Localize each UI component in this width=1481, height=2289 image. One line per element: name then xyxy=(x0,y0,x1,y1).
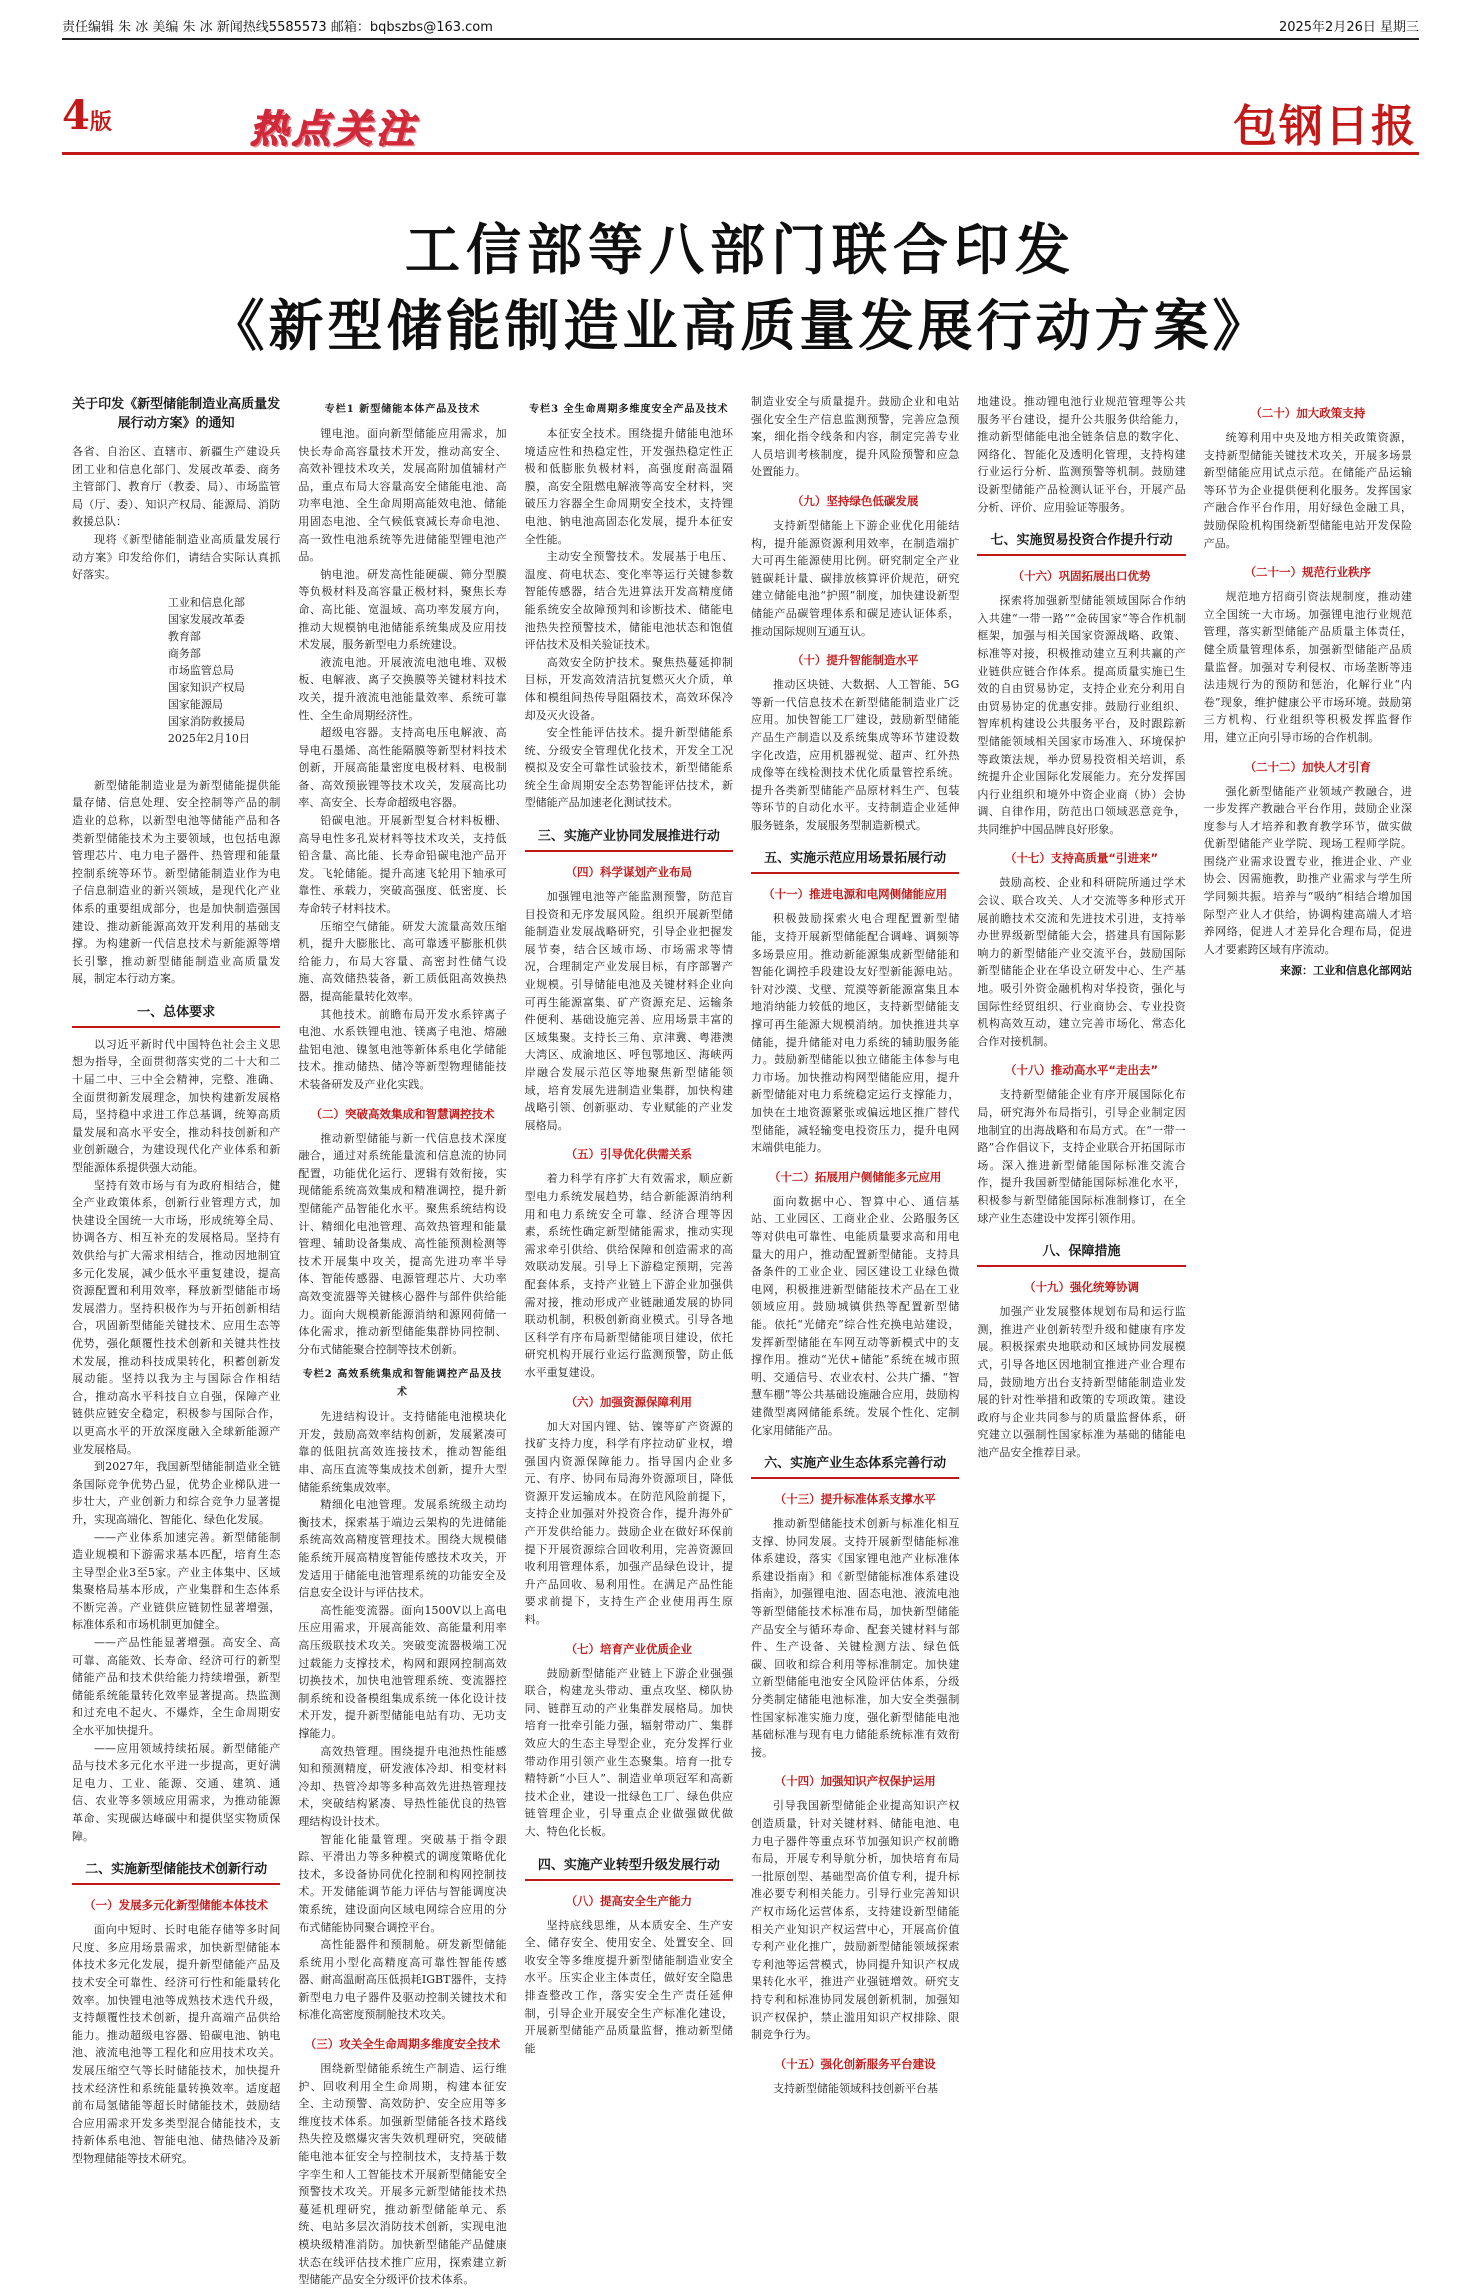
section-heading: 一、总体要求 xyxy=(72,1002,280,1028)
headline xyxy=(62,212,1419,364)
signer: 教育部 xyxy=(167,629,201,643)
paragraph: 积极鼓励探索火电合理配置新型储能，支持开展新型储能配合调峰、调频等多场景应用。推动新能源集成新型储能和智能化调控手段建设友好型新能源电站。针对沙漠、戈壁、荒漠等新能源富集且本地消纳能力较低的地区，支持新型储能支撑可再生能源大规模消纳。加快推进共享储能，提升储能对电力系统的辅助服务能力。鼓励新型储能以独立储能主体参与电力市场。加快推动构网型储能应用，提升新型储能对电力系统稳定运行支撑能力，加快在土地资源紧张或偏远地区推广替代型储能，减轻输变电投资压力，提升电网末端供电能力。 xyxy=(750,912,960,1155)
paragraph: ——产品性能显著增强。高安全、高可靠、高能效、长寿命、经济可行的新型储能产品和技术供给能力持续增强，新型储能系统能量转化效率显著提高。热监测和过充电不起火、不爆炸，全生命周期安全水平加快提升。 xyxy=(72,1636,281,1738)
signer: 工业和信息化部 xyxy=(167,595,245,609)
subsection-heading: （十二）拓展用户侧储能多元应用 xyxy=(768,1169,942,1184)
subsection-heading: （六）加强资源保障利用 xyxy=(565,1394,693,1409)
subsection-heading: （一）发展多元化新型储能本体技术 xyxy=(84,1898,269,1913)
column-4 xyxy=(751,393,959,2289)
paragraph: 本征安全技术。围绕提升储能电池环境适应性和热稳定性，开发强热稳定性正极和低膨胀负极材料，高强度耐高温隔膜，高安全阻燃电解液等高安全材料，突破压力容器全生命周期安全技术，支持锂电池、钠电池高固态化发展，提升本征安全性能。 xyxy=(524,427,733,546)
subsection-heading: （十八）推动高水平“走出去” xyxy=(1004,1063,1159,1078)
notice-title: 关于印发《新型储能制造业高质量发展行动方案》的通知 xyxy=(72,397,281,431)
paragraph: 以习近平新时代中国特色社会主义思想为指导，全面贯彻落实党的二十大和二十届二中、三中全会精神，完整、准确、全面贯彻新发展理念，加快构建新发展格局，坚持稳中求进工作总基调，统筹高质量发展和高水平安全，推动科技创新和产业创新融合，为建设现代化产业体系和新型能源体系提供强大动能。 xyxy=(72,1037,281,1175)
column-2 xyxy=(298,393,506,2289)
subsection-heading: （二十）加大政策支持 xyxy=(1250,406,1366,420)
paragraph: 智能化能量管理。突破基于指令跟踪、平滑出力等多种模式的调度策略优化技术，多设备协同优化控制和构网控制技术。开发储能调节能力评估与智能调度决策系统，建设面向区域电网综合应用的分布式储能协同聚合调控平台。 xyxy=(298,1832,507,1934)
signer: 国家发展改革委 xyxy=(167,612,245,626)
paragraph: 主动安全预警技术。发展基于电压、温度、荷电状态、变化率等运行关键参数智能传感器，结合先进算法开发高精度储能系统安全故障预判和诊断技术、储能电池热失控预警技术，储能电池状态和饱值评估技术及相关验证技术。 xyxy=(524,550,733,652)
paragraph: 引导我国新型储能企业提高知识产权创造质量，针对关键材料、储能电池、电力电子器件等重点环节加强知识产权前瞻布局，开展专利导航分析，加快培育布局一批原创型、基础型高价值专利，提升标准必要专利相关能力。引导行业完善知识产权市场化运营体系，支持建设新型储能相关产业知识产权运营中心，开展高价值专利产业化推广，鼓励新型储能领域探索专利池等运营模式，协同提升知识产权成果转化水平，推进产业强链增效。研究支持专利和标准协同发展创新机制，加强知识产权保护，禁止滥用知识产权排除、限制竞争行为。 xyxy=(750,1799,960,2042)
headline-line-1: 工信部等八部门联合印发 xyxy=(404,218,1076,282)
section-heading: 五、实施示范应用场景拓展行动 xyxy=(751,848,959,874)
paragraph: 精细化电池管理。发展系统级主动均衡技术，探索基于端边云架构的先进储能系统高效高精度管理技术。围绕大规模储能系统开展高精度智能传感技术攻关，开发适用于储能电池管理系统的功能安全及信息安全设计与评估技术。 xyxy=(298,1498,507,1600)
paragraph: 其他技术。前瞻布局开发水系锌离子电池、水系铁锂电池、镁离子电池、熔融盐铝电池、镍氢电池等新体系电化学储能技术。推动储热、储冷等新型物理储能技术装备研发及产业化实践。 xyxy=(298,1007,507,1091)
paragraph: 制造业安全与质量提升。鼓励企业和电站强化安全生产信息监测预警，完善应急预案，细化指令线条和内容，制定完善专业人员培训考核制度，提升风险预警和应急处置能力。 xyxy=(750,395,960,479)
paragraph: 液流电池。开展液流电池电堆、双极板、电解液、离子交换膜等关键材料技术攻关，提升液流电池能量效率、系统可靠性、全生命周期经济性。 xyxy=(298,655,507,722)
paragraph: 高效安全防护技术。聚焦热蔓延抑制目标，开发高效清洁抗复燃灭火介质，单体和模组间热传导阻隔技术，高效环保冷却及灭火设备。 xyxy=(524,655,733,722)
paragraph: 规范地方招商引资法规制度，推动建立全国统一大市场。加强锂电池行业规范管理，落实新型储能产品质量主体责任，健全质量管理体系，加强新型储能产品质量监督。加强对专利侵权、市场垄断等违法违规行为的预防和惩治，化解行业“内卷”现象，维护健康公平市场环境。鼓励第三方机构、行业组织等积极发挥监督作用，建立正向引导市场的合作机制。 xyxy=(1203,590,1412,744)
box-heading: 专栏2 高效系统集成和智能调控产品及技术 xyxy=(302,1369,503,1399)
issue-date: 2025年2月26日 星期三 xyxy=(1278,20,1419,35)
subsection-heading: （四）科学谋划产业布局 xyxy=(565,865,693,880)
page-number: 4版 xyxy=(62,92,112,139)
paragraph: 超级电容器。支持高电压电解液、高导电石墨烯、高性能隔膜等新型材料技术创新，开展高能量密度电极材料、电极制备、高效预嵌锂等技术攻关，发展高比功率、高安全、长寿命超级电容器。 xyxy=(298,726,507,810)
paragraph: 钠电池。研发高性能硬碳、筛分型膜等负极材料及高容量正极材料，聚焦长寿命、高比能、宽温域、高功率发展方向，推动大规模钠电池储能系统集成及应用技术发展，服务新型电力系统建设。 xyxy=(298,567,507,652)
paragraph: 加强产业发展整体规划布局和运行监测，推进产业创新转型升级和健康有序发展。积极探索央地联动和区域协同发展模式，引导各地区因地制宜推进产业合理布局，鼓励地方出台支持新型储能制造业发展的针对性举措和政策的专项政策。建设政府与企业共同参与的质量监督体系，研究建立以强制性国家标准为基础的储能电池产品安全推荐目录。 xyxy=(977,1305,1186,1459)
section-heading: 二、实施新型储能技术创新行动 xyxy=(72,1859,280,1885)
paragraph: 鼓励新型储能产业链上下游企业强强联合，构建龙头带动、重点攻坚、梯队协同、链群互动的产业集群发展格局。加快培育一批牵引能力强，辐射带动广、集群效应大的生态主导型企业，充分发挥行业带动作用引领产业生态聚集。培育一批专精特新“小巨人”、制造业单项冠军和高新技术企业，建设一批绿色工厂、绿色供应链管理企业，引导重点企业做强做优做大、特色化长板。 xyxy=(524,1666,733,1838)
article-source: 来源：工业和信息化部网站 xyxy=(1279,964,1412,978)
paragraph: 支持新型储能上下游企业优化用能结构，提升能源资源利用效率，在制造端扩大可再生能源使用比例。研究制定全产业链碳耗计量、碳排放核算评价规范，研究建立储能电池“护照”制度，加快建设新型储能产品碳管理体系和碳足迹认证体系，推动国际规则互通互认。 xyxy=(750,518,960,638)
headline-line-2: 《新型储能制造业高质量发展行动方案》 xyxy=(209,294,1272,358)
paragraph: 高效热管理。围绕提升电池热性能感知和预测精度，研发液体冷却、相变材料冷却、热管冷却等多种高效先进热管理技术，突破结构紧凑、导热性能优良的热管理结构设计技术。 xyxy=(298,1744,507,1828)
signer: 国家知识产权局 xyxy=(167,680,245,694)
paragraph: ——应用领域持续拓展。新型储能产品与技术多元化水平进一步提高，更好满足电力、工业、能源、交通、建筑、通信、农业等多领域应用需求，为推动能源革命、实现碳达峰碳中和提供坚实物质保障。 xyxy=(72,1741,281,1843)
section-heading: 三、实施产业协同发展推进行动 xyxy=(525,826,733,852)
paragraph: 鼓励高校、企业和科研院所通过学术会议、联合攻关、人才交流等多种形式开展前瞻技术交流和先进技术引进，支持举办世界级新型储能大会，搭建具有国际影响力的新型储能产业交流平台，鼓励国际新型储能企业在华设立研发中心、生产基地。吸引外资金融机构对华投资，强化与国际性经贸组织、行业商协会、专业投资机构高效互动，建立完善市场化、常态化合作对接机制。 xyxy=(977,876,1186,1048)
masthead-rule xyxy=(62,152,1419,155)
column-5 xyxy=(977,393,1185,2289)
subsection-heading: （十七）支持高质量“引进来” xyxy=(1004,851,1159,866)
paragraph: ——产业体系加速完善。新型储能制造业规模和下游需求基本匹配，培育生态主导型企业3至5家。产业主体集中、区域集聚格局基本形成，产业集群和生态体系不断完善。产业链供应链韧性显著增强，标准体系和市场机制更加健全。 xyxy=(72,1530,281,1632)
subsection-heading: （九）坚持绿色低碳发展 xyxy=(791,493,919,508)
subsection-heading: （五）引导优化供需关系 xyxy=(565,1147,693,1162)
paragraph: 先进结构设计。支持储能电池模块化开发，鼓励高效率结构创新，发展紧凑可靠的低阻抗高效连接技术，推动智能组串、高压直流等集成技术创新，提升大型储能系统集成效率。 xyxy=(298,1410,507,1494)
paragraph: 压缩空气储能。研发大流量高效压缩机，提升大膨胀比、高可靠透平膨胀机供给能力，布局大容量、高密封性储气设施、高效储热装备，新工质低阻高效换热器，提高能量转化效率。 xyxy=(298,919,507,1003)
box-heading: 专栏3 全生命周期多维度安全产品及技术 xyxy=(529,404,729,415)
paragraph: 围绕新型储能系统生产制造、运行维护、回收利用全生命周期，构建本征安全、主动预警、高效防护、安全应用等多维度技术体系。加强新型储能各技术路线热失控及燃爆灾害失效机理研究，突破储能电池本征安全与控制技术，支持基于数字孪生和人工智能技术开展新型储能安全预警技术攻关。开展多元新型储能技术热蔓延机理研究，推动新型储能单元、系统、电站多层次消防技术创新，实现电池模块级精准消防。加快新型储能产品健康状态在线评估技术推广应用，探索建立新型储能产品安全分级评价技术体系。 xyxy=(298,2062,507,2287)
subsection-heading: （七）培育产业优质企业 xyxy=(565,1641,693,1656)
newspaper-logo: 包钢日报 xyxy=(1233,101,1417,152)
paragraph: 高性能器件和预制舱。研发新型储能系统用小型化高精度高可靠性智能传感器、耐高温耐高压低损耗IGBT器件，支持新型电力电子器件及驱动控制关键技术和标准化高密度预制舱技术攻关。 xyxy=(298,1938,507,2022)
subsection-heading: （十三）提升标准体系支撑水平 xyxy=(774,1492,936,1507)
paragraph: 地建设。推动锂电池行业规范管理等公共服务平台建设，提升公共服务供给能力，推动新型储能电池全链条信息的数字化、网络化、智能化及透明化管理，支持构建行业运行分析、监测预警等机制。鼓励建设新型储能产品检测认证平台，开展产品分析、评价、应用验证等服务。 xyxy=(977,395,1186,514)
signer: 国家能源局 xyxy=(167,697,223,711)
subsection-heading: （十五）强化创新服务平台建设 xyxy=(774,2056,936,2071)
paragraph: 坚持底线思维，从本质安全、生产安全、储存安全、使用安全、处置安全、回收安全等多维度提升新型储能制造业安全水平。压实企业主体责任，做好安全隐患排查整改工作，落实安全生产责任延伸制，引导企业开展安全生产标准化建设，开展新型储能产品质量监督，推动新型储能 xyxy=(524,1918,733,2055)
section-heading: 四、实施产业转型升级发展行动 xyxy=(525,1855,733,1881)
paragraph: 统筹利用中央及地方相关政策资源，支持新型储能关键技术攻关，开展多场景新型储能应用试点示范。在储能产品运输等环节为企业提供便利化服务。发挥国家产融合作平台作用，用好绿色金融工具，鼓励保险机构围绕新型储能电站开发保险产品。 xyxy=(1203,431,1412,550)
notice-addressee: 各省、自治区、直辖市、新疆生产建设兵团工业和信息化部门、发展改革委、商务主管部门、教育厅（教委、局）、市场监管局（厅、委）、知识产权局、能源局、消防救援总队： xyxy=(72,445,281,529)
header-rule xyxy=(62,38,1419,40)
signer: 市场监管总局 xyxy=(167,663,234,677)
subsection-heading: （八）提高安全生产能力 xyxy=(565,1893,693,1908)
paragraph: 着力科学有序扩大有效需求，顺应新型电力系统发展趋势，结合新能源消纳利用和电力系统安全可靠、经济合理等因素，系统性确定新型储能需求，推动实现需求牵引供给、供给保障和创造需求的高效联动发展。引导上下游稳定预期，完善配套体系，支持产业链上下游企业加强供需对接，推动形成产业链融通发展的协同联动机制，积极创新商业模式。引导各地区科学有序布局新型储能项目建设，依托研究机构开展行业运行监测预警，防止低水平重复建设。 xyxy=(524,1172,733,1379)
subsection-heading: （二十一）规范行业秩序 xyxy=(1244,565,1372,580)
paragraph: 安全性能评估技术。提升新型储能系统、分级安全管理优化技术，开发全工况模拟及安全可靠性试验技术，新型储能系统全生命周期安全态势智能评估技术，新型储能产品加速老化测试技术。 xyxy=(524,726,733,810)
paragraph: 高性能变流器。面向1500V以上高电压应用需求，开展高能效、高能量利用率高压级联技术攻关。突破变流器极端工况过载能力支撑技术，构网和跟网控制高效切换技术，加快电池管理系统、变流器控制系统和设备模组集成系统一体化设计技术开发，提升新型储能电站有功、无功支撑能力。 xyxy=(298,1603,507,1740)
section-heading: 七、实施贸易投资合作提升行动 xyxy=(977,530,1185,556)
paragraph: 强化新型储能产业领域产教融合，进一步发挥产教融合平台作用，鼓励企业深度参与人才培养和教育教学环节，做实做优新型储能产业学院、现场工程师学院。围绕产业需求设置专业，推进企业、产业协会、因需施教，助推产业需求与学生所学同频共振。培养与“吸纳”相结合增加国际型产业人才供给，协调构建高端人才培养网络，促进人才差异化合理布局，促进人才要素跨区域有序流动。 xyxy=(1203,784,1412,956)
paragraph: 铅碳电池。开展新型复合材料板栅、高导电性多孔炭材料等技术攻关，支持低铅含量、高比能、长寿命铅碳电池产品开发。飞轮储能。提升高速飞轮用下轴承可靠性、承载力，突破高强度、低密度、长寿命转子材料技术。 xyxy=(298,814,507,916)
notice-date: 2025年2月10日 xyxy=(167,731,250,745)
paragraph: 支持新型储能领域科技创新平台基 xyxy=(772,2081,938,2095)
paragraph: 加大对国内锂、钴、镍等矿产资源的找矿支持力度，科学有序拉动矿业权，增强国内资源保障能力。指导国内企业多元、有序、协同布局海外资源项目，降低资源开发运输成本。在防范风险前提下，支持企业加强对外投资合作，提升海外矿产开发供给能力。鼓励企业在做好环保前提下开展资源综合回收利用，完善资源回收利用管理体系，加强产品绿色设计，提升产品回收、易利用性。在满足产品性能要求前提下，支持生产企业使用再生原料。 xyxy=(524,1419,733,1627)
column-3 xyxy=(525,393,733,2289)
paragraph: 新型储能制造业是为新型储能提供能量存储、信息处理、安全控制等产品的制造业的总称，以新型电池等储能产品和各类新型储能技术为主要领域，也包括电源管理芯片、电力电子器件、热管理和能量控制系统等环节。新型储能制造业作为电子信息制造业的新兴领域，是现代化产业体系的重要组成部分，也是加快制造强国建设、推动新能源高效开发利用的基础支撑。为构建新一代信息技术与新能源等增长引擎，推动新型储能制造业高质量发展，制定本行动方案。 xyxy=(72,778,281,986)
subsection-heading: （十六）巩固拓展出口优势 xyxy=(1012,569,1151,584)
paragraph: 探索将加强新型储能领域国际合作纳入共建“一带一路”“金砖国家”等合作机制框架，加强与相关国家资源战略、政策、标准等对接，积极推动建立互利共赢的产业链供应链合作体系。提高质量实施已生效的自由贸易协定，支持企业充分利用自由贸易协定的优惠安排。鼓励行业组织、智库机构建设公共服务平台，及时跟踪新型储能领域相关国家市场准入、环境保护等政策法规，举办贸易投资相关培训，系统提升企业国际化发展能力。充分发挥国内行业组织和境外中资企业商（协）会协调、自律作用，防范出口领域恶意竞争，共同维护中国品牌良好形象。 xyxy=(977,594,1186,836)
signer: 商务部 xyxy=(167,646,201,660)
section-title: 热点关注 xyxy=(250,106,419,151)
subsection-heading: （十）提升智能制造水平 xyxy=(791,653,919,668)
subsection-heading: （十四）加强知识产权保护运用 xyxy=(774,1774,936,1789)
paragraph: 推动区块链、大数据、人工智能、5G等新一代信息技术在新型储能制造业广泛应用。加快智能工厂建设，鼓励新型储能产品生产制造以及系统集成等环节建设数字化改造，应用机器视觉、超声、红外热成像等在线检测技术优化质量管控系统。提升各类新型储能产品原材料生产、包装等环节的自动化水平。支持制造企业延伸服务链条，发展服务型制造新模式。 xyxy=(750,678,960,832)
article-columns xyxy=(72,393,1412,2287)
paragraph: 到2027年，我国新型储能制造业全链条国际竞争优势凸显，优势企业梯队进一步壮大，产业创新力和综合竞争力显著提升，实现高端化、智能化、绿色化发展。 xyxy=(72,1460,281,1526)
section-heading: 六、实施产业生态体系完善行动 xyxy=(751,1453,959,1479)
subsection-heading: （三）攻关全生命周期多维度安全技术 xyxy=(304,2037,501,2052)
column-1 xyxy=(72,393,280,2289)
paragraph: 推动新型储能与新一代信息技术深度融合，通过对系统能量流和信息流的协同配置，功能优化运行、逻辑有效衔接，实现储能系统高效集成和精准调控，提升新型储能产品智能化水平。聚焦系统结构设计、精细化电池管理、高效热管理和能量管理、辅助设备集成、高性能预测检测等技术开展集中攻关，提高先进功率半导体、智能传感器、电源管理芯片、大功率高效变流器等关键核心器件与部件供给能力。面向大规模新能源消纳和源网荷储一体化需求，推动新型储能集群协同控制、分布式储能聚合控制等技术创新。 xyxy=(298,1131,507,1356)
column-6 xyxy=(1204,393,1412,2289)
subsection-heading: （十一）推进电源和电网侧储能应用 xyxy=(763,887,948,902)
subsection-heading: （十九）强化统筹协调 xyxy=(1023,1280,1139,1295)
box-heading: 专栏1 新型储能本体产品及技术 xyxy=(324,404,481,415)
header-bar xyxy=(62,16,1419,34)
paragraph: 坚持有效市场与有为政府相结合，健全产业政策体系，创新行业管理方式，加快建设全国统一大市场，形成统筹全局、协调各方、相互补充的发展格局。坚持有效供给与扩大需求相结合，推动因地制宜多元化发展，减少低水平重复建设，提高资源配置和利用效率，释放新型储能市场发展潜力。坚持积极作为与开拓创新相结合，巩固新型储能关键技术、应用生态等优势，强化颠覆性技术创新和关键共性技术发展，推动科技成果转化，积蓄创新发展动能。坚持以我为主与国际合作相结合，推动高水平科技自立自强，保障产业链供应链安全稳定，积极参与国际合作，以更高水平的开放深度融入全球新能源产业发展格局。 xyxy=(72,1178,281,1456)
paragraph: 推动新型储能技术创新与标准化相互支撑、协同发展。支持开展新型储能标准体系建设，落实《国家锂电池产业标准体系建设指南》和《新型储能标准体系建设指南》，加强锂电池、固态电池、液流电池等新型储能技术标准布局，加快新型储能产品安全与循环寿命、配套关键材料与部件、生产设备、关键检测方法、绿色低碳、回收和综合利用等标准制定。加快建立新型储能电池安全风险评估体系，分级分类制定储能电池标准，加大安全类强制性国家标准实施力度，强化新型储能电池基础标准与现有电力储能系统标准有效衔接。 xyxy=(750,1517,960,1759)
paragraph: 锂电池。面向新型储能应用需求，加快长寿命高容量技术开发，推动高安全、高效补锂技术攻关，发展高附加值辅材产品，重点布局大容量高安全储能电池、高功率电池、全生命周期高能效电池、储能用固态电池、全气候低衰减长寿命电池、高一致性电池系统等先进储能型锂电池产品。 xyxy=(298,427,507,564)
signer: 国家消防救援局 xyxy=(167,714,245,728)
notice-signers xyxy=(72,594,280,747)
paragraph: 面向中短时、长时电能存储等多时间尺度、多应用场景需求，加快新型储能本体技术多元化发展，提升新型储能产品及技术安全可靠性、经济可行性和能量转化效率。加快锂电池等成熟技术迭代升级，支持颠覆性技术创新，提升高端产品供给能力。推动超级电容器、铅碳电池、钠电池、液流电池等工程化和应用技术攻关。发展压缩空气等长时储能技术，加快提升技术经济性和系统能量转换效率。适度超前布局氢储能等超长时储能技术，鼓励结合应用需求开发多类型混合储能技术，支持新体系电池、智能电池、储热储冷及新型物理储能等技术研究。 xyxy=(72,1923,281,2165)
editors-line: 责任编辑 朱 冰 美编 朱 冰 新闻热线5585573 邮箱：bqbszbs@163.com xyxy=(62,20,493,35)
paragraph: 加强锂电池等产能监测预警，防范盲目投资和无序发展风险。组织开展新型储能制造业发展战略研究，引导企业把握发展节奏，结合区域市场、市场需求等情况，合理制定产业发展目标，有序部署产业规模。引导储能电池及关键材料企业向可再生能源富集、矿产资源充足、运输条件便利、基础设施完善、应用场景丰富的区域集聚。支持长三角、京津冀、粤港澳大湾区、成渝地区、呼包鄂地区、海峡两岸融合发展示范区等地聚焦新型储能领域，培育发展先进制造业集群，加快构建战略引领、创新驱动、专业赋能的产业发展格局。 xyxy=(524,890,733,1132)
paragraph: 面向数据中心、智算中心、通信基站、工业园区、工商业企业、公路服务区等对供电可靠性、电能质量要求高和用电量大的用户，推动配置新型储能。支持具备条件的工业企业、园区建设工业绿色微电网，积极推进新型储能技术产品在工业领域应用。鼓励城镇供热等配置新型储能。依托“光储充”综合性充换电站建设，发挥新型储能在车网互动等新模式中的支撑作用。推动“光伏+储能”系统在城市照明、交通信号、农业农村、公共广播、“智慧车棚”等公共基础设施融合应用，鼓励构建微型离网储能系统。发展个性化、定制化家用储能产品。 xyxy=(750,1194,960,1437)
section-heading: 八、保障措施 xyxy=(977,1241,1185,1267)
paragraph: 支持新型储能企业有序开展国际化布局，研究海外布局指引，引导企业制定因地制宜的出海战略和布局方式。在“一带一路”合作倡议下，支持企业联合开拓国际市场。深入推进新型储能国际标准交流合作，提升我国新型储能国际标准化水平，积极参与新型储能国际标准制修订，在全球产业生态建设中发挥引领作用。 xyxy=(977,1088,1186,1225)
notice-body: 现将《新型储能制造业高质量发展行动方案》印发给你们，请结合实际认真抓好落实。 xyxy=(72,532,281,582)
subsection-heading: （二十二）加快人才引育 xyxy=(1244,759,1372,774)
subsection-heading: （二）突破高效集成和智慧调控技术 xyxy=(310,1106,495,1121)
